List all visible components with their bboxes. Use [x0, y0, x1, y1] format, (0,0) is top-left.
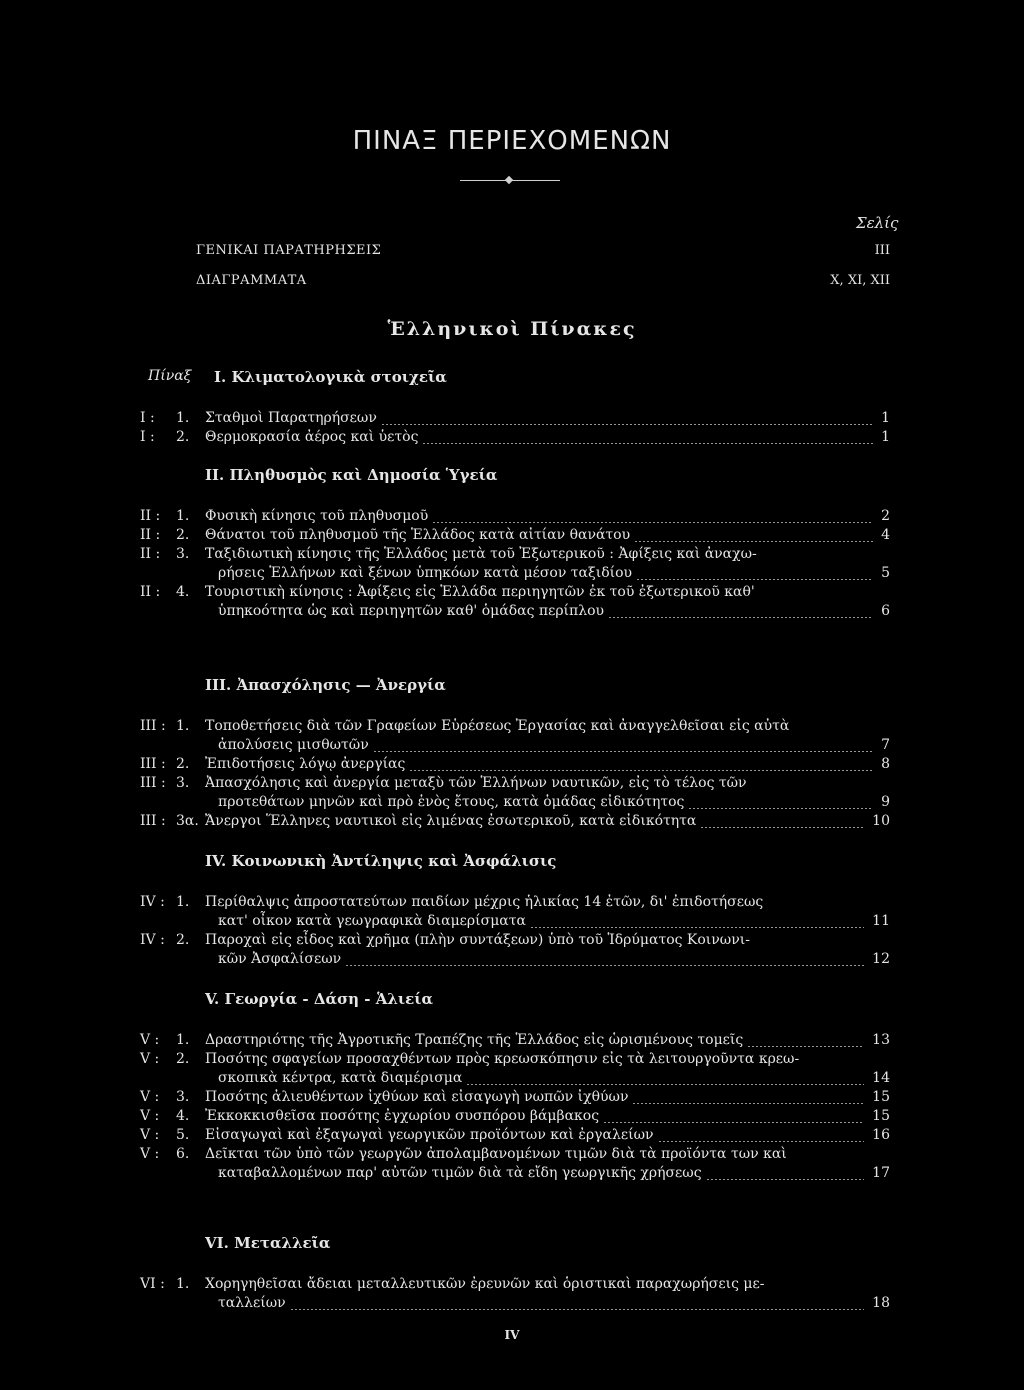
entry-text: ὑπηκοότητα ὡς καὶ περιηγητῶν καθ' ὁμάδας περίπλου [218, 603, 605, 619]
entry-number: 2. [176, 1051, 190, 1067]
entry-code: II : [140, 546, 161, 562]
entry-number: 3. [176, 775, 190, 791]
entry-code: I : [140, 410, 155, 426]
page-number-value: 11 [872, 913, 890, 929]
leader-dots [345, 965, 864, 966]
entry-page [780, 273, 890, 288]
section-title: Κλιματολογικὰ στοιχεῖα [231, 368, 447, 386]
entry-code: V : [140, 1032, 160, 1048]
section-roman: I. [214, 368, 227, 386]
toc-entry-line [0, 584, 1024, 604]
page-number-value: 7 [881, 737, 890, 753]
leader-dots [432, 522, 873, 523]
entry-text: Θερμοκρασία ἀέρος καὶ ὑετὸς [205, 429, 419, 445]
toc-entry-line [0, 756, 1024, 776]
subtitle: Ἑλληνικοὶ Πίνακες [387, 318, 637, 340]
toc-entry-line [0, 894, 1024, 914]
entry-code: V : [140, 1051, 160, 1067]
entry-code: II : [140, 527, 161, 543]
toc-entry-line [0, 794, 1024, 814]
page-number-value: ΙΙΙ [874, 243, 890, 258]
entry-number: 3. [176, 546, 190, 562]
leader-dots [636, 579, 873, 580]
entry-text: Δραστηριότης τῆς Ἀγροτικῆς Τραπέζης τῆς Ἑλλάδος εἰς ὡρισμένους τομεῖς [205, 1032, 744, 1048]
entry-text: Ποσότης ἀλιευθέντων ἰχθύων καὶ εἰσαγωγὴ νωπῶν ἰχθύων [205, 1089, 629, 1105]
entry-text: ΓΕΝΙΚΑΙ ΠΑΡΑΤΗΡΗΣΕΙΣ [196, 243, 382, 258]
leader-dots [658, 1141, 864, 1142]
leader-dots [381, 424, 873, 425]
page-number-value: 18 [872, 1295, 890, 1311]
entry-text: Ποσότης σφαγείων προσαχθέντων πρὸς κρεωσκόπησιν εἰς τὰ λειτουργοῦντα κρεω- [205, 1051, 800, 1067]
section-heading [205, 1234, 330, 1252]
entry-code: V : [140, 1127, 160, 1143]
page-number-value: 13 [872, 1032, 890, 1048]
entry-code: II : [140, 508, 161, 524]
entry-code: V : [140, 1108, 160, 1124]
leader-dots [608, 617, 873, 618]
entry-text: ἀπολύσεις μισθωτῶν [218, 737, 369, 753]
leader-dots [466, 1084, 864, 1085]
page-number-value: 6 [881, 603, 890, 619]
entry-text: Τουριστικὴ κίνησις : Ἀφίξεις εἰς Ἑλλάδα περιηγητῶν ἐκ τοῦ ἐξωτερικοῦ καθ' [205, 584, 755, 600]
entry-code: III : [140, 756, 166, 772]
toc-entry-line [0, 813, 1024, 833]
toc-entry-line [0, 527, 1024, 547]
toc-entry-line [0, 1108, 1024, 1128]
entry-text: Θάνατοι τοῦ πληθυσμοῦ τῆς Ἑλλάδος κατὰ αἰτίαν θανάτου [205, 527, 631, 543]
toc-entry-line [0, 932, 1024, 952]
entry-code: III : [140, 718, 166, 734]
entry-code: II : [140, 584, 161, 600]
entry-text: Ἀπασχόλησις καὶ ἀνεργία μεταξὺ τῶν Ἑλλήνων ναυτικῶν, εἰς τὸ τέλος τῶν [205, 775, 747, 791]
entry-text: Ἄνεργοι Ἕλληνες ναυτικοὶ εἰς λιμένας ἐσωτερικοῦ, κατὰ εἰδικότητα [205, 813, 697, 829]
toc-entry-line [0, 951, 1024, 971]
toc-entry-line [0, 775, 1024, 795]
section-title: Ἀπασχόλησις — Ἀνεργία [236, 676, 446, 694]
section-title: Γεωργία - Δάση - Ἁλιεία [224, 990, 434, 1008]
toc-entry-line [0, 1165, 1024, 1185]
title-ornament [460, 176, 560, 186]
page-number-value: 17 [872, 1165, 890, 1181]
entry-number: 3. [176, 1089, 190, 1105]
section-roman: IV. [205, 852, 227, 870]
entry-text: Παροχαὶ εἰς εἶδος καὶ χρῆμα (πλὴν συντάξεων) ὑπὸ τοῦ Ἱδρύματος Κοινωνι- [205, 932, 750, 948]
entry-code: I : [140, 429, 155, 445]
entry-number: 1. [176, 1276, 190, 1292]
entry-number: 1. [176, 718, 190, 734]
toc-entry-line [0, 1276, 1024, 1296]
page-number-value: Χ, ΧΙ, ΧΙΙ [830, 273, 890, 288]
leader-dots [632, 1103, 864, 1104]
general-entry [0, 273, 1024, 293]
leader-dots [373, 751, 873, 752]
section-roman: VI. [205, 1234, 229, 1252]
leader-dots [700, 827, 864, 828]
general-entry [0, 243, 1024, 263]
leader-dots [706, 1179, 864, 1180]
entry-text: ρήσεις Ἑλλήνων καὶ ξένων ὑπηκόων κατὰ μέσον ταξιδίου [218, 565, 633, 581]
section-heading [205, 466, 497, 484]
entry-code: III : [140, 775, 166, 791]
entry-code: III : [140, 813, 166, 829]
section-heading [214, 368, 447, 386]
toc-entry-line [0, 718, 1024, 738]
page-number-value: 16 [872, 1127, 890, 1143]
entry-number: 2. [176, 756, 190, 772]
entry-text: Περίθαλψις ἀπροστατεύτων παιδίων μέχρις ἡλικίας 14 ἐτῶν, δι' ἐπιδοτήσεως [205, 894, 764, 910]
toc-entry-line [0, 1032, 1024, 1052]
leader-dots [688, 808, 873, 809]
entry-number: 3α. [176, 813, 199, 829]
leader-dots [422, 443, 873, 444]
entry-page [780, 243, 890, 258]
entry-text: καταβαλλομένων παρ' αὐτῶν τιμῶν διὰ τὰ εἴδη γεωργικῆς χρήσεως [218, 1165, 702, 1181]
entry-text: Ἐκκοκκισθεῖσα ποσότης ἐγχωρίου συσπόρου βάμβακος [205, 1108, 600, 1124]
entry-code: IV : [140, 932, 165, 948]
entry-text: Φυσικὴ κίνησις τοῦ πληθυσμοῦ [205, 508, 429, 524]
toc-entry-line [0, 1089, 1024, 1109]
toc-entry-line [0, 565, 1024, 585]
page-number-value: 15 [872, 1089, 890, 1105]
leader-dots [634, 541, 873, 542]
entry-number: 1. [176, 410, 190, 426]
entry-number: 2. [176, 429, 190, 445]
entry-code: IV : [140, 894, 165, 910]
page-number-value: 9 [881, 794, 890, 810]
toc-entry-line [0, 913, 1024, 933]
toc-entry-line [0, 1295, 1024, 1315]
entry-text: ταλλείων [218, 1295, 286, 1311]
section-title: Κοινωνικὴ Ἀντίληψις καὶ Ἀσφάλισις [231, 852, 557, 870]
page-title: ΠΙΝΑΞ ΠΕΡΙΕΧΟΜΕΝΩΝ [352, 126, 672, 156]
page-number-value: 14 [872, 1070, 890, 1086]
page-number-value: 2 [881, 508, 890, 524]
entry-text: κατ' οἶκον κατὰ γεωγραφικὰ διαμερίσματα [218, 913, 526, 929]
toc-entry-line [0, 410, 1024, 430]
entry-text: σκοπικὰ κέντρα, κατὰ διαμέρισμα [218, 1070, 463, 1086]
section-title: Πληθυσμὸς καὶ Δημοσία Ὑγεία [229, 466, 498, 484]
page-number-value: 15 [872, 1108, 890, 1124]
toc-entry-line [0, 1127, 1024, 1147]
page-number-value: 8 [881, 756, 890, 772]
entry-text: Εἰσαγωγαὶ καὶ ἐξαγωγαὶ γεωργικῶν προϊόντων καὶ ἐργαλείων [205, 1127, 654, 1143]
section-heading [205, 852, 556, 870]
entry-number: 1. [176, 1032, 190, 1048]
entry-number: 6. [176, 1146, 190, 1162]
entry-number: 5. [176, 1127, 190, 1143]
page-number-value: 5 [881, 565, 890, 581]
entry-code: V : [140, 1146, 160, 1162]
entry-number: 1. [176, 508, 190, 524]
entry-code: VI : [140, 1276, 165, 1292]
page-number-value: 12 [872, 951, 890, 967]
leader-dots [747, 1046, 864, 1047]
entry-number: 4. [176, 1108, 190, 1124]
page-number-value: 10 [872, 813, 890, 829]
toc-entry-line [0, 737, 1024, 757]
entry-text: κῶν Ἀσφαλίσεων [218, 951, 342, 967]
entry-text: Ἐπιδοτήσεις λόγῳ ἀνεργίας [205, 756, 406, 772]
leader-dots [409, 770, 873, 771]
entry-number: 1. [176, 894, 190, 910]
leader-dots [603, 1122, 864, 1123]
page-number-value: 4 [881, 527, 890, 543]
section-heading [205, 990, 433, 1008]
toc-entry-line [0, 603, 1024, 623]
section-heading [205, 676, 446, 694]
page-number: IV [504, 1328, 520, 1342]
toc-entry-line [0, 429, 1024, 449]
entry-text: Χορηγηθεῖσαι ἄδειαι μεταλλευτικῶν ἐρευνῶν καὶ ὁριστικαὶ παραχωρήσεις με- [205, 1276, 765, 1292]
toc-entry-line [0, 546, 1024, 566]
page-column-label: Σελίς [856, 214, 899, 232]
toc-entry-line [0, 1051, 1024, 1071]
entry-text: Ταξιδιωτικὴ κίνησις τῆς Ἑλλάδος μετὰ τοῦ Ἐξωτερικοῦ : Ἀφίξεις καὶ ἀναχω- [205, 546, 757, 562]
entry-number: 2. [176, 527, 190, 543]
entry-text: Τοποθετήσεις διὰ τῶν Γραφείων Εὑρέσεως Ἐργασίας καὶ ἀναγγελθεῖσαι εἰς αὐτὰ [205, 718, 790, 734]
entry-text: Δεῖκται τῶν ὑπὸ τῶν γεωργῶν ἀπολαμβανομένων τιμῶν διὰ τὰ προϊόντα των καὶ [205, 1146, 787, 1162]
entry-number: 2. [176, 932, 190, 948]
page-number-value: 1 [881, 429, 890, 445]
entry-code: V : [140, 1089, 160, 1105]
section-title: Μεταλλεῖα [234, 1234, 331, 1252]
pinax-label: Πίναξ [148, 368, 192, 384]
section-roman: III. [205, 676, 232, 694]
entry-text: Σταθμοὶ Παρατηρήσεων [205, 410, 377, 426]
toc-entry-line [0, 1070, 1024, 1090]
section-roman: V. [205, 990, 220, 1008]
entry-number: 4. [176, 584, 190, 600]
page-number-value: 1 [881, 410, 890, 426]
section-roman: II. [205, 466, 225, 484]
leader-dots [530, 927, 864, 928]
toc-entry-line [0, 508, 1024, 528]
toc-entry-line [0, 1146, 1024, 1166]
entry-text: προτεθάτων μηνῶν καὶ πρὸ ἑνὸς ἔτους, κατὰ ὁμάδας εἰδικότητος [218, 794, 685, 810]
entry-text: ΔΙΑΓΡΑΜΜΑΤΑ [196, 273, 307, 288]
leader-dots [290, 1309, 864, 1310]
